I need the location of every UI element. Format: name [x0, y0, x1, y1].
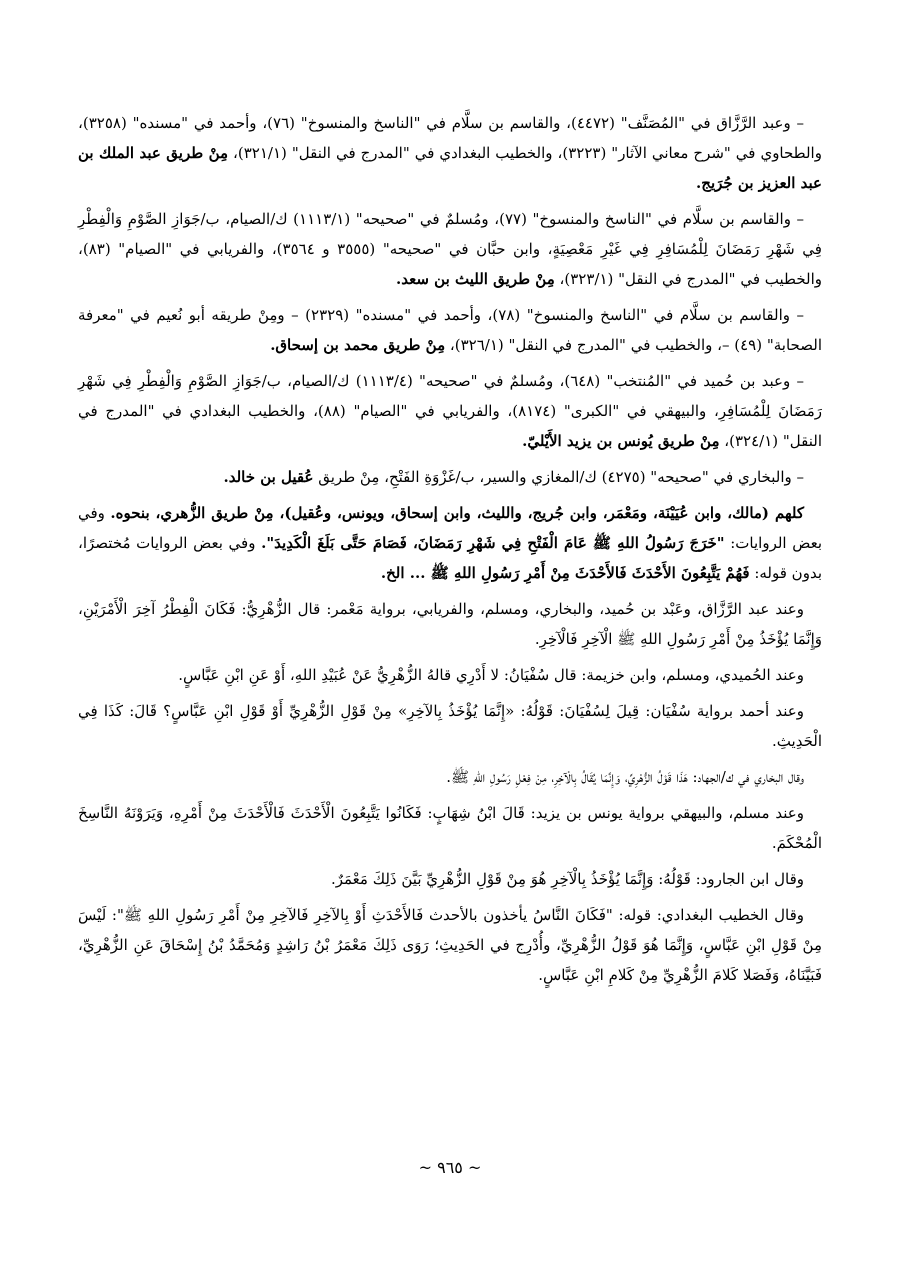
source-paragraph: – والقاسم بن سلَّام في "الناسخ والمنسوخ" (٧٧)، ومُسلمٌ في "صحيحه" (١١١٣/١) ك/الصيام، ب/جَوَازِ الصَّوْمِ وَالْفِطْرِ فِي شَهْرِ رَمَضَانَ لِلْمُسَافِرِ فِي غَيْرِ مَعْصِيَةٍ، وابن حبَّان في "صحيحه" (٣٥٥٥ و ٣٥٦٤)، والفريابي في "الصيام" (٨٣)، والخطيب في "المدرج في النقل" (٣٢٣/١)، مِنْ طريق الليث بن سعد.: [78, 210, 822, 288]
page-number: ~ ٩٦٥ ~: [418, 1158, 482, 1177]
source-paragraph: – وعبد الرَّزَّاق في "المُصَنَّف" (٤٤٧٢)، والقاسم بن سلَّام في "الناسخ والمنسوخ" (٧٦)، وأحمد في "مسنده" (٣٢٥٨)، والطحاوي في "شرح معاني الآثار" (٣٢٢٣)، والخطيب البغدادي في "المدرج في النقل" (٣٢١/١)، مِنْ طريق عبد الملك بن عبد العزيز بن جُرَيج.: [78, 114, 822, 192]
chain-highlight: مِنْ طريق عبد الملك بن عبد العزيز بن جُرَيج.: [78, 144, 822, 192]
commentary-paragraph: وقال البخاري في ك/الجهاد: هَذَا قَوْلُ الزُّهْرِيِّ، وَإِنَّمَا يُقَالُ بِالْآخِرِ، مِنْ فِعْلِ رَسُولِ اللهِ ﷺ.: [446, 768, 804, 786]
commentary-paragraph: وقال ابن الجارود: قَوْلُهُ: وَإِنَّمَا يُؤْخَذُ بِالْآخِرِ هُوَ مِنْ قَوْلِ الزُّهْرِيِّ بَيَّنَ ذَلِكَ مَعْمَرٌ.: [330, 870, 804, 888]
commentary-paragraph: وعند مسلم، والبيهقي برواية يونس بن يزيد: قَالَ ابْنُ شِهَابٍ: فَكَانُوا يَتَّبِعُونَ الْأَحْدَثَ فَالْأَحْدَثَ مِنْ أَمْرِهِ، وَيَرَوْنَهُ النَّاسِخَ الْمُحْكَمَ.: [78, 804, 822, 852]
commentary-paragraph: وعند عبد الرَّزَّاق، وعَبْد بن حُميد، والبخاري، ومسلم، والفريابي، برواية مَعْمر: قال الزُّهْرِيُّ: فَكَانَ الْفِطْرُ آخِرَ الْأَمْرَيْنِ، وَإِنَّمَا يُؤْخَذُ مِنْ أَمْرِ رَسُولِ اللهِ ﷺ الْآخِرِ فَالْآخِرِ.: [78, 600, 822, 648]
source-paragraph: – وعبد بن حُميد في "المُنتخب" (٦٤٨)، ومُسلمٌ في "صحيحه" (١١١٣/٤) ك/الصيام، ب/جَوَازِ الصَّوْمِ وَالْفِطْرِ فِي شَهْرِ رَمَضَانَ لِلْمُسَافِرِ، والبيهقي في "الكبرى" (٨١٧٤)، والفريابي في "الصيام" (٨٨)، والخطيب البغدادي في "المدرج في النقل" (٣٢٤/١)، مِنْ طريق يُونس بن يزيد الأَيْليّ.: [78, 372, 822, 450]
summary-paragraph: كلهم (مالك، وابن عُيَيْنَة، ومَعْمَر، وابن جُريج، والليث، وابن إسحاق، ويونس، وعُقيل)، مِنْ طريق الزُّهري، بنحوه. وفي بعض الروايات: "خَرَجَ رَسُولُ اللهِ ﷺ عَامَ الْفَتْحِ فِي شَهْرِ رَمَضَانَ، فَصَامَ حَتَّى بَلَغَ الْكَدِيدَ". وفي بعض الروايات مُختصرًا، بدون قوله: فَهُمْ يَتَّبِعُونَ الأَحْدَثَ فَالأَحْدَثَ مِنْ أَمْرِ رَسُولِ اللهِ ﷺ ... الخ.: [78, 504, 823, 582]
commentary-paragraph: وقال الخطيب البغدادي: قوله: "فَكَانَ النَّاسُ يأخذون بالأحدث فَالأَحْدَثِ أَوْ بِالآخِرِ فَالآخِرِ مِنْ أَمْرِ رَسُولِ اللهِ ﷺ": لَيْسَ مِنْ قَوْلِ ابْنِ عَبَّاسٍ، وَإِنَّمَا هُوَ قَوْلُ الزُّهْرِيِّ، وأُدْرِج في الحَدِيثِ؛ رَوَى ذَلِكَ مَعْمَرُ بْنُ رَاشِدٍ وَمُحَمَّدُ بْنُ إِسْحَاقَ عَنِ الزُّهْرِيِّ، فَبَيَّنَاهُ، وَفَصَلا كَلامَ الزُّهْرِيِّ مِنْ كَلامِ ابْنِ عَبَّاسٍ.: [78, 906, 822, 984]
chain-highlight: مِنْ طريق الليث بن سعد.: [396, 270, 555, 288]
chain-highlight: مِنْ طريق محمد بن إسحاق.: [270, 336, 446, 354]
commentary-paragraph: وعند أحمد برواية سُفْيَان: قِيلَ لِسُفْيَانَ: قَوْلُهُ: «إِنَّمَا يُؤْخَذُ بِالآخِرِ» مِنْ قَوْلِ الزُّهْرِيِّ أَوْ قَوْلِ ابْنِ عَبَّاسٍ؟ قَالَ: كَذَا فِي الْحَدِيثِ.: [78, 702, 822, 750]
hadith-quote: "خَرَجَ رَسُولُ اللهِ ﷺ عَامَ الْفَتْحِ فِي شَهْرِ رَمَضَانَ، فَصَامَ حَتَّى بَلَغَ الْكَدِيدَ".: [261, 534, 725, 552]
commentary-paragraph: وعند الحُميدي، ومسلم، وابن خزيمة: قال سُفْيَانُ: لا أَدْرِي قالهُ الزُّهْرِيُّ عَنْ عُبَيْدِ اللهِ، أَوْ عَنِ ابْنِ عَبَّاسٍ.: [178, 666, 804, 684]
document-body: [78, 108, 822, 996]
source-paragraph: – والبخاري في "صحيحه" (٤٢٧٥) ك/المغازي والسير، ب/غَزْوَةِ الفَتْحِ، مِنْ طريق عُقيل بن خالد.: [223, 468, 804, 486]
hadith-quote: فَهُمْ يَتَّبِعُونَ الأَحْدَثَ فَالأَحْدَثَ مِنْ أَمْرِ رَسُولِ اللهِ ﷺ ... الخ.: [380, 564, 750, 582]
summary-lead: كلهم (مالك، وابن عُيَيْنَة، ومَعْمَر، وابن جُريج، والليث، وابن إسحاق، ويونس، وعُقيل)، مِنْ طريق الزُّهري، بنحوه.: [110, 504, 804, 522]
chain-highlight: عُقيل بن خالد.: [223, 468, 314, 486]
chain-highlight: مِنْ طريق يُونس بن يزيد الأَيْليّ.: [522, 432, 720, 450]
source-paragraph: – والقاسم بن سلَّام في "الناسخ والمنسوخ" (٧٨)، وأحمد في "مسنده" (٢٣٢٩) – ومِنْ طريقه أبو نُعيم في "معرفة الصحابة" (٤٩) –، والخطيب في "المدرج في النقل" (٣٢٦/١)، مِنْ طريق محمد بن إسحاق.: [78, 306, 822, 354]
